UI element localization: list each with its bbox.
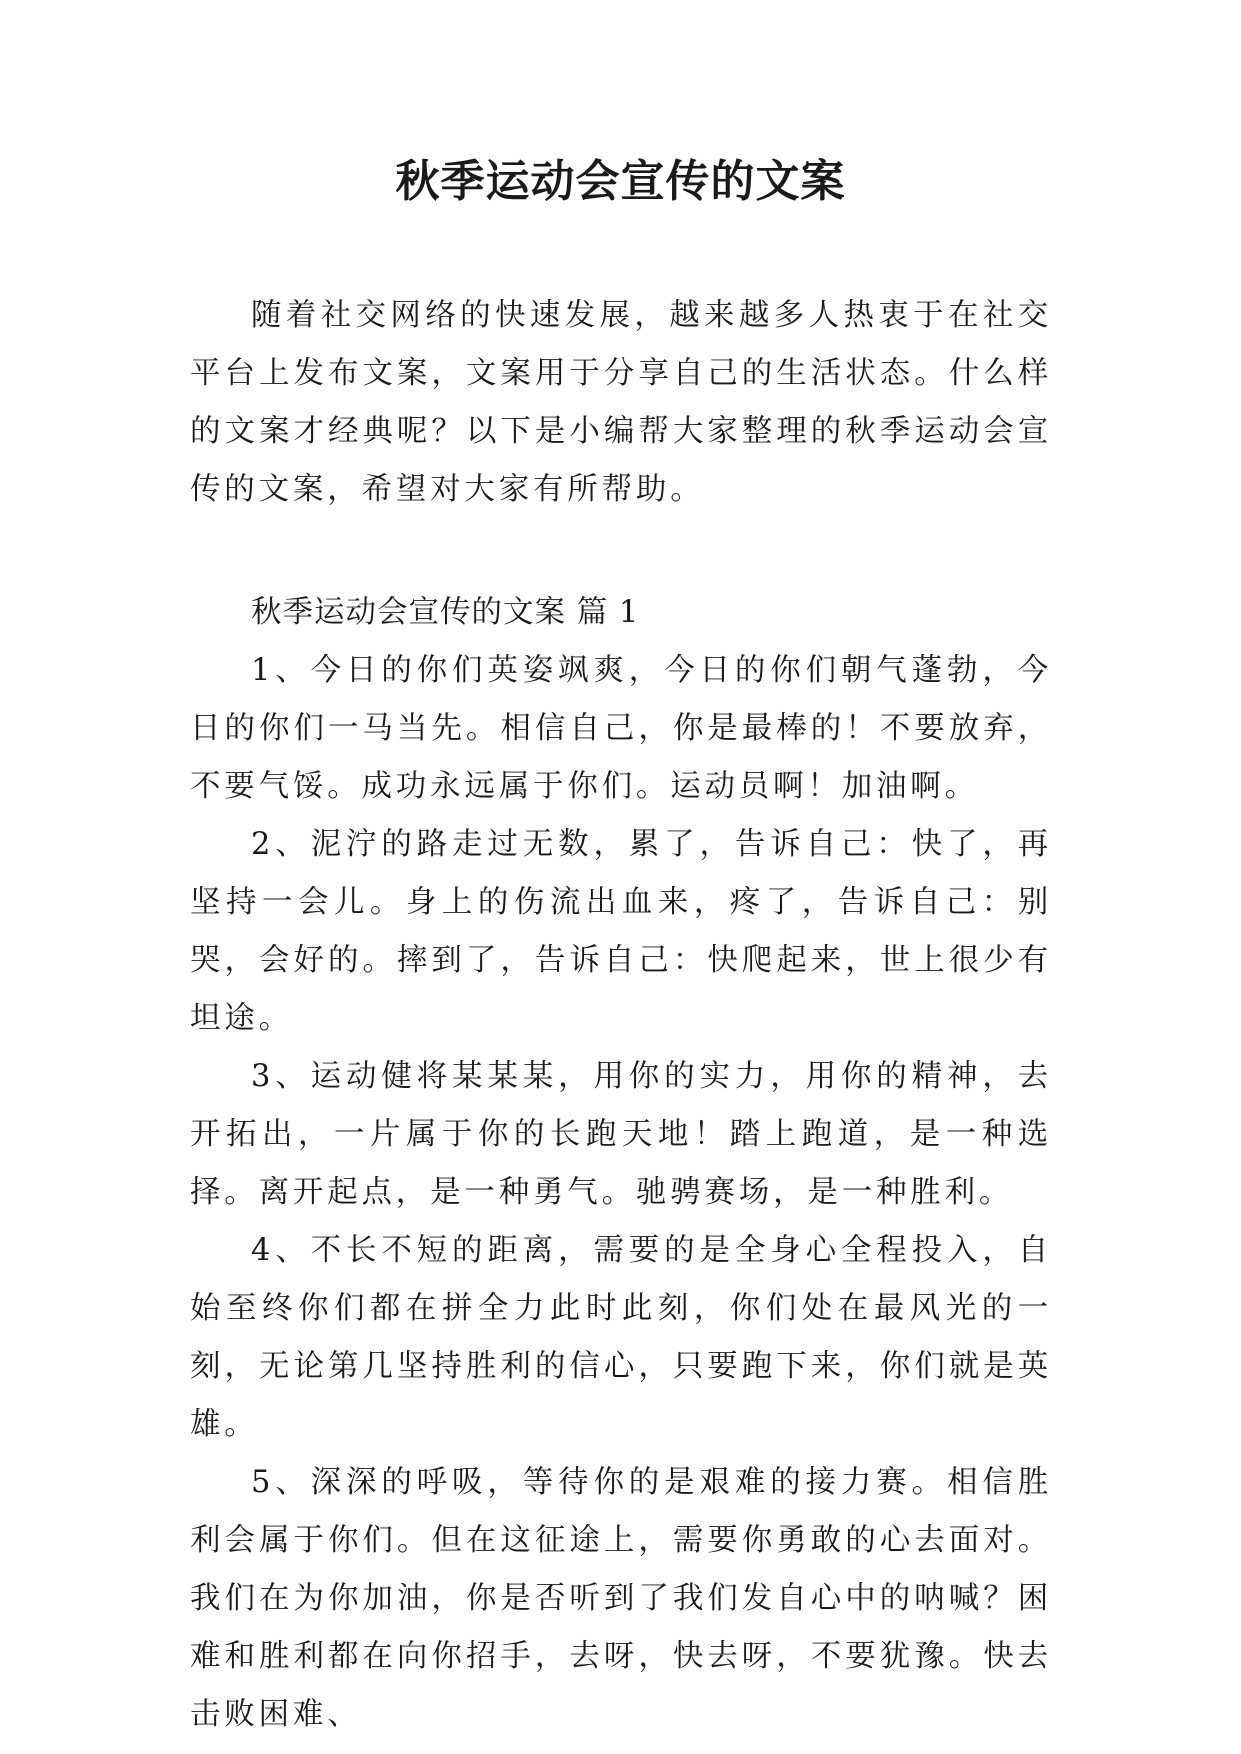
list-item: 5、深深的呼吸，等待你的是艰难的接力赛。相信胜利会属于你们。但在这征途上，需要你勇敢的心去面对。我们在为你加油，你是否听到了我们发自心中的呐喊？困难和胜利都在向你招手，去呀，快去呀，不要犹豫。快去击败困难、 [190, 1465, 1052, 1732]
document-title: 秋季运动会宣传的文案 [395, 156, 846, 207]
list-item: 4、不长不短的距离，需要的是全身心全程投入，自始至终你们都在拼全力此时此刻，你们处在最风光的一刻，无论第几坚持胜利的信心，只要跑下来，你们就是英雄。 [190, 1233, 1052, 1442]
section-heading: 秋季运动会宣传的文案 篇 1 [251, 595, 640, 630]
list-item: 2、泥泞的路走过无数，累了，告诉自己：快了，再坚持一会儿。身上的伤流出血来，疼了，告诉自己：别哭，会好的。摔到了，告诉自己：快爬起来，世上很少有坦途。 [190, 827, 1052, 1036]
list-item: 3、运动健将某某某，用你的实力，用你的精神，去开拓出，一片属于你的长跑天地！踏上跑道，是一种选择。离开起点，是一种勇气。驰骋赛场，是一种胜利。 [190, 1059, 1052, 1210]
list-item: 1、今日的你们英姿飒爽，今日的你们朝气蓬勃，今日的你们一马当先。相信自己，你是最棒的！不要放弃，不要气馁。成功永远属于你们。运动员啊！加油啊。 [190, 653, 1052, 804]
item-list [190, 642, 1052, 1744]
intro-paragraph: 随着社交网络的快速发展，越来越多人热衷于在社交平台上发布文案，文案用于分享自己的生活状态。什么样的文案才经典呢？以下是小编帮大家整理的秋季运动会宣传的文案，希望对大家有所帮助。 [190, 298, 1052, 507]
